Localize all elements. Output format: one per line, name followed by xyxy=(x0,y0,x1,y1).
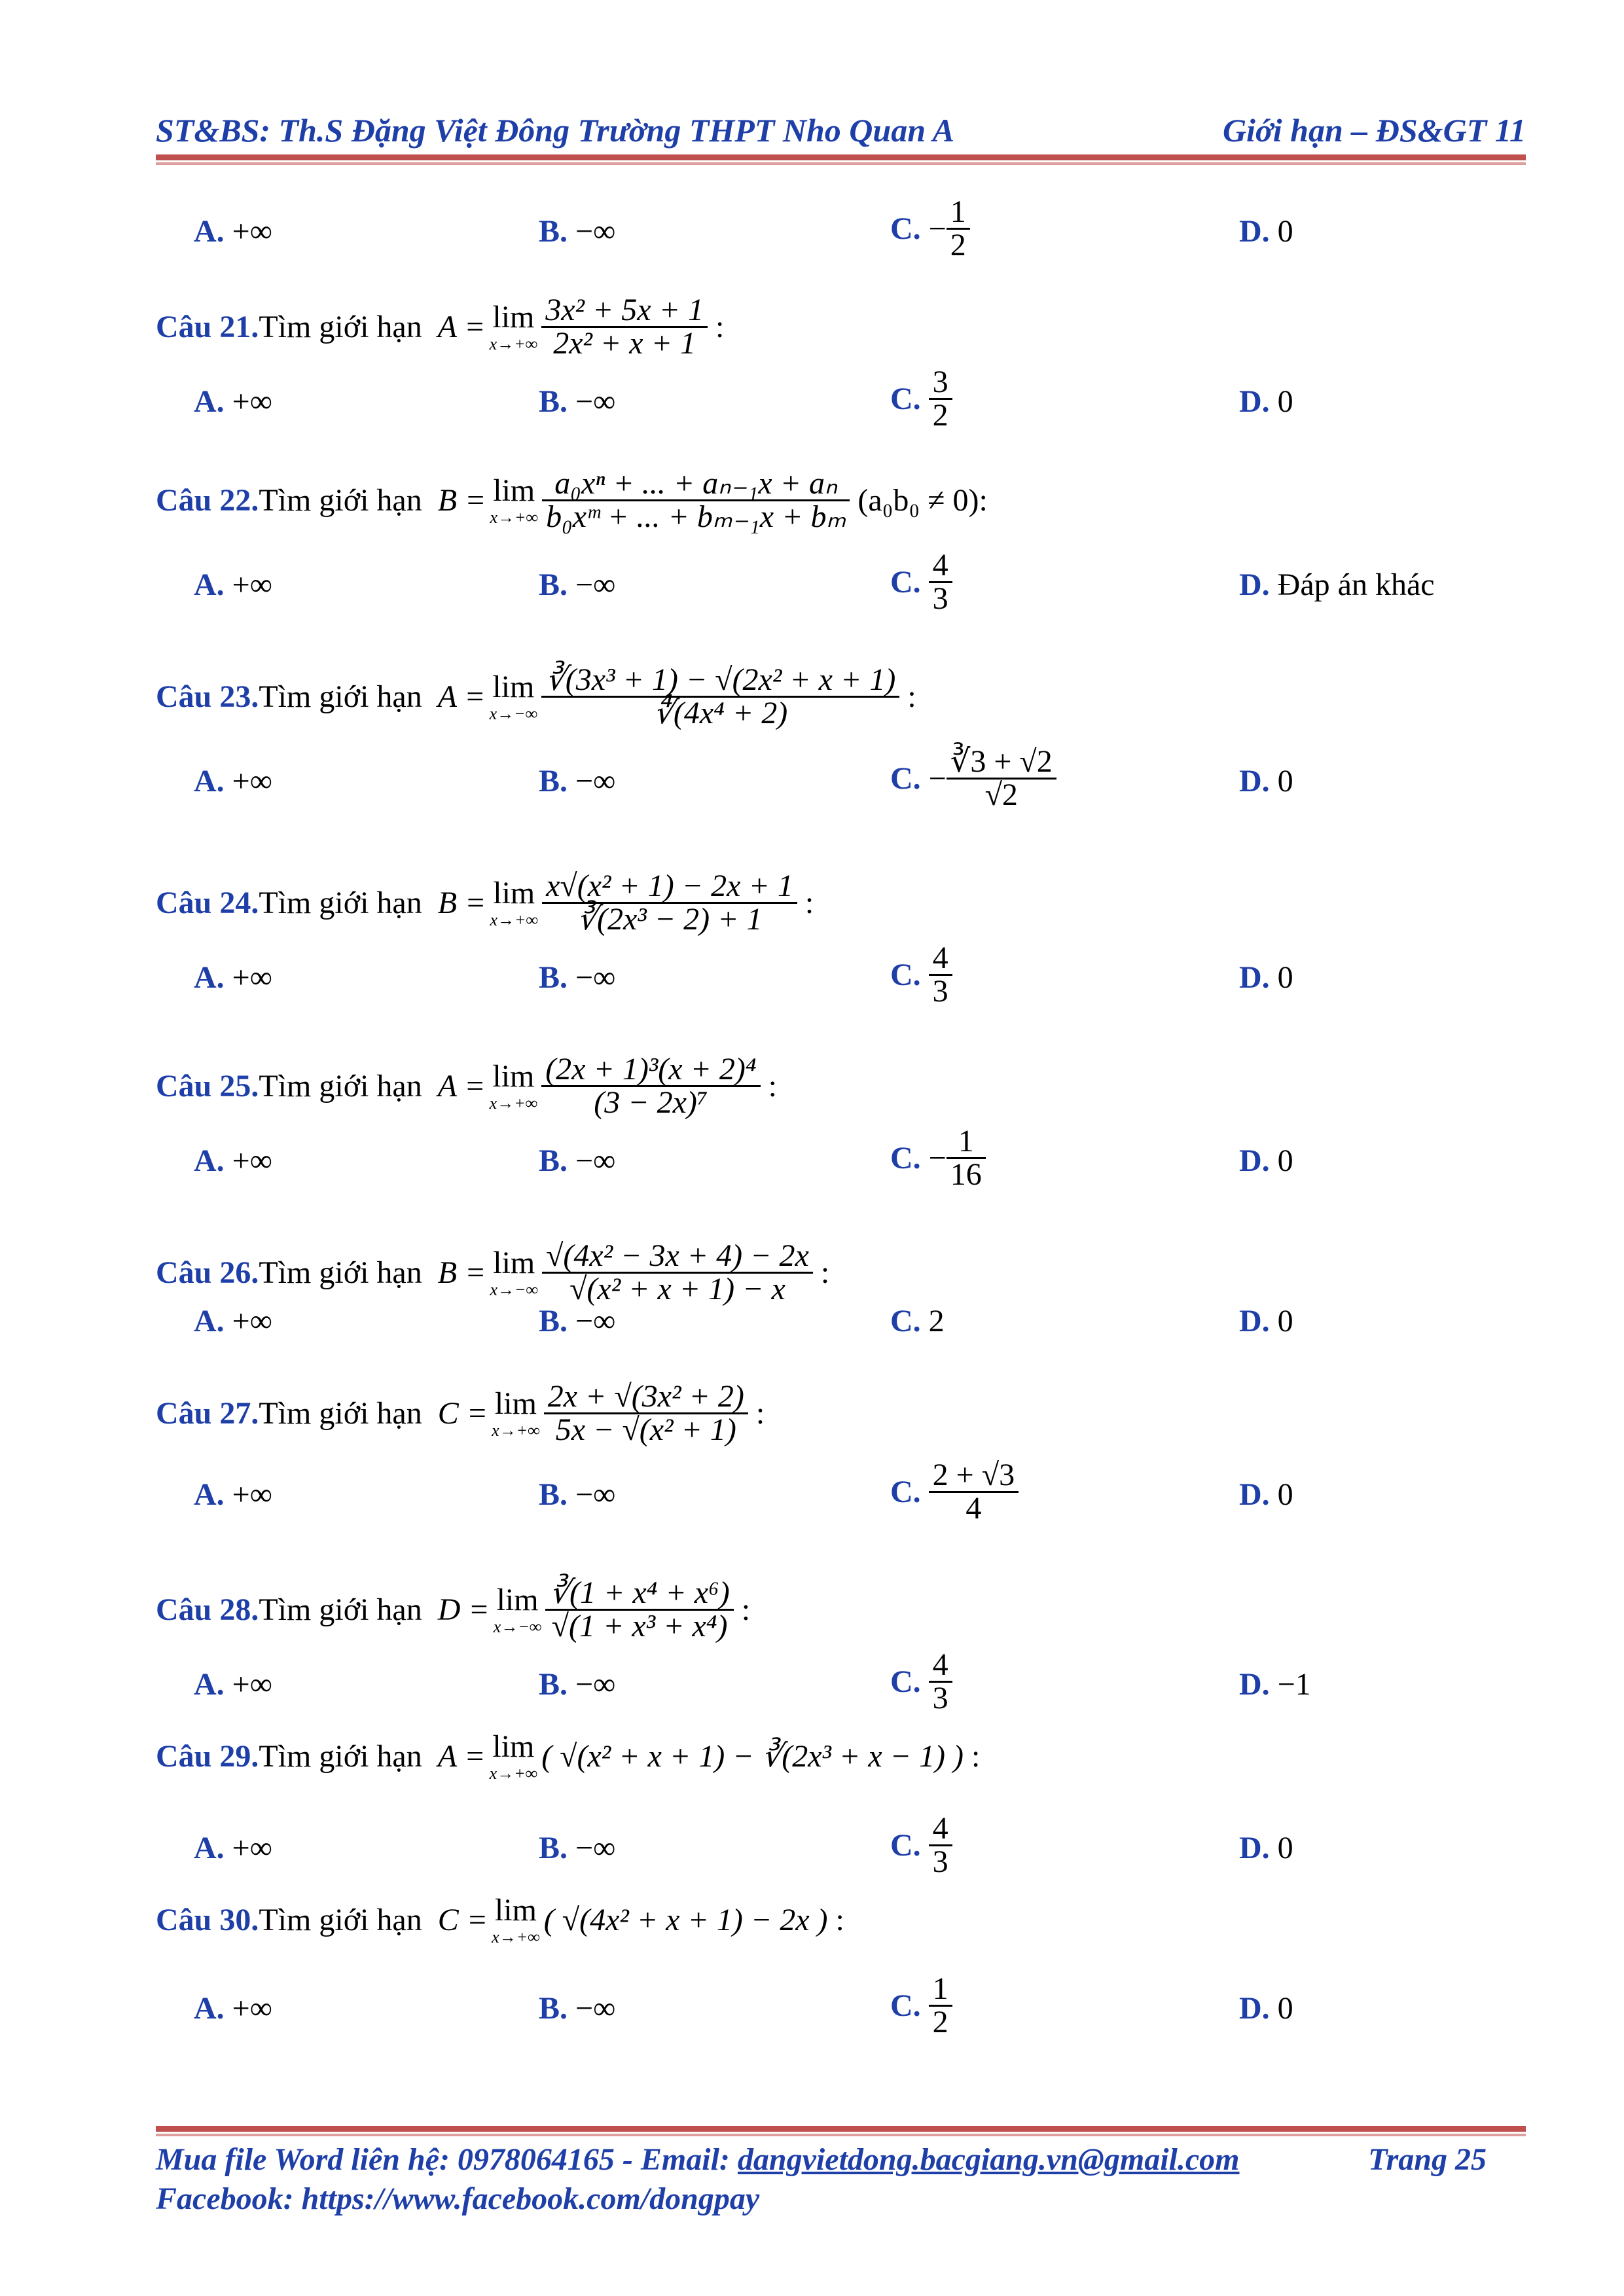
answer-a: A. +∞ xyxy=(194,1667,272,1702)
answer-b: B. −∞ xyxy=(539,214,616,249)
limit-fraction: $\frac{\text{√(4x² − 3x + 4) − 2x}}{\text{√(x² + x + 1) − x}}$ xyxy=(542,1240,813,1305)
question-text: Tìm giới hạn xyxy=(259,482,422,518)
header-left: ST&BS: Th.S Đặng Việt Đông Trường THPT Nho Quan A xyxy=(156,112,954,149)
question-text: Tìm giới hạn xyxy=(259,1068,422,1103)
answer-a: A. +∞ xyxy=(194,567,272,602)
question-var: C = xyxy=(437,1903,488,1937)
answer-d: D. 0 xyxy=(1239,1477,1293,1512)
answer-b: B. −∞ xyxy=(539,1477,616,1512)
answer-d: D. 0 xyxy=(1239,1304,1293,1338)
question-tail: : xyxy=(715,309,725,344)
question-text: Tìm giới hạn xyxy=(259,1255,422,1290)
answer-b: B. −∞ xyxy=(539,1831,616,1865)
answer-c: C. − $\frac{1}{2}$ xyxy=(890,196,970,261)
question-var: C = xyxy=(437,1395,488,1431)
answer-b: B. −∞ xyxy=(539,567,616,602)
question-text: Tìm giới hạn xyxy=(259,1903,422,1937)
question-text: Tìm giới hạn xyxy=(259,1592,422,1627)
answer-a: A. +∞ xyxy=(194,1304,272,1338)
answer-a: A. +∞ xyxy=(194,1143,272,1178)
limit-operator: lim x→+∞ xyxy=(489,299,538,353)
answer-a: A. +∞ xyxy=(194,214,272,249)
answer-d: D. 0 xyxy=(1239,1831,1293,1865)
question-21 xyxy=(156,295,724,359)
question-text: Tìm giới hạn xyxy=(259,885,422,920)
question-tail: : xyxy=(755,1395,765,1431)
limit-operator: lim x→−∞ xyxy=(489,669,538,723)
answer-a: A. +∞ xyxy=(194,960,272,995)
answer-c: C. $\frac{4}{3}$ xyxy=(890,1813,952,1878)
question-tail: : xyxy=(768,1068,777,1103)
question-text: Tìm giới hạn xyxy=(259,1395,422,1431)
answer-c: C. − $\frac{∛3 + √2}{√2}$ xyxy=(890,746,1056,811)
answer-c: C. $\frac{4}{3}$ xyxy=(890,550,952,615)
question-text: Tìm giới hạn xyxy=(259,679,422,714)
answer-b: B. −∞ xyxy=(539,960,616,995)
answer-c: C. $\frac{1}{2}$ xyxy=(890,1973,952,2038)
question-tail: : xyxy=(835,1903,844,1937)
limit-fraction: $\frac{\text{(2x + 1)³(x + 2)⁴}}{\text{(3 − 2x)⁷}}$ xyxy=(541,1054,760,1119)
limit-operator: lim x→+∞ xyxy=(490,875,539,929)
answer-b: B. −∞ xyxy=(539,1304,616,1338)
question-26 xyxy=(156,1240,829,1305)
footer-contact: Mua file Word liên hệ: 0978064165 - Email: dangvietdong.bacgiang.vn@gmail.com Trang 25 xyxy=(156,2142,1487,2177)
question-tail: : xyxy=(907,679,916,714)
question-tail: (a₀b₀ ≠ 0): xyxy=(857,482,988,518)
question-var: B = xyxy=(437,482,486,518)
question-var: D = xyxy=(437,1592,490,1627)
limit-operator: lim x→+∞ xyxy=(489,1058,538,1113)
page-header xyxy=(156,111,1526,157)
question-label: Câu 23. xyxy=(156,679,259,714)
question-var: A = xyxy=(437,1739,486,1774)
answer-c: C. 2 xyxy=(890,1304,945,1338)
question-tail: : xyxy=(820,1255,830,1290)
answer-a: A. +∞ xyxy=(194,1831,272,1865)
question-30 xyxy=(156,1895,844,1946)
question-label: Câu 26. xyxy=(156,1255,259,1290)
question-text: Tìm giới hạn xyxy=(259,1739,422,1774)
question-var: A = xyxy=(437,679,486,714)
footer-rule-thin xyxy=(156,2134,1526,2136)
answer-c: C. $\frac{4}{3}$ xyxy=(890,1649,952,1714)
question-29 xyxy=(156,1731,980,1782)
limit-expression: ( √(x² + x + 1) − ∛(2x³ + x − 1) ) xyxy=(541,1739,964,1774)
limit-operator: lim x→−∞ xyxy=(490,1245,539,1299)
answer-b: B. −∞ xyxy=(539,1667,616,1702)
question-label: Câu 28. xyxy=(156,1592,259,1627)
answer-b: B. −∞ xyxy=(539,384,616,419)
question-28 xyxy=(156,1577,750,1642)
header-rule xyxy=(156,154,1526,160)
question-27 xyxy=(156,1381,765,1446)
answer-d: D. 0 xyxy=(1239,214,1293,249)
question-22 xyxy=(156,468,988,533)
question-label: Câu 25. xyxy=(156,1068,259,1103)
answer-d: D. 0 xyxy=(1239,1991,1293,2026)
answer-b: B. −∞ xyxy=(539,764,616,798)
answer-a: A. +∞ xyxy=(194,1991,272,2026)
question-label: Câu 22. xyxy=(156,482,259,518)
limit-operator: lim x→−∞ xyxy=(493,1582,542,1636)
limit-fraction: $\frac{\text{2x + √(3x² + 2)}}{\text{5x − √(x² + 1)}}$ xyxy=(544,1381,748,1446)
question-label: Câu 30. xyxy=(156,1903,259,1937)
question-text: Tìm giới hạn xyxy=(259,309,422,344)
limit-fraction: $\frac{\text{x√(x² + 1) − 2x + 1}}{\text{∛(2x³ − 2) + 1}}$ xyxy=(542,870,797,935)
footer-rule xyxy=(156,2126,1526,2132)
question-tail: : xyxy=(804,885,814,920)
answer-d: D. 0 xyxy=(1239,764,1293,798)
answer-c: C. − $\frac{1}{16}$ xyxy=(890,1126,986,1191)
limit-fraction: $\frac{\text{∛(3x³ + 1) − √(2x² + x + 1)}}{\text{∜(4x⁴ + 2)}}$ xyxy=(541,664,899,729)
answer-d: D. −1 xyxy=(1239,1667,1311,1702)
answer-a: A. +∞ xyxy=(194,764,272,798)
answer-b: B. −∞ xyxy=(539,1991,616,2026)
question-tail: : xyxy=(741,1592,751,1627)
answer-b: B. −∞ xyxy=(539,1143,616,1178)
question-var: A = xyxy=(437,309,486,344)
question-var: A = xyxy=(437,1068,486,1103)
limit-operator: lim x→+∞ xyxy=(492,1893,540,1946)
limit-operator: lim x→+∞ xyxy=(489,1729,538,1783)
question-23 xyxy=(156,664,916,729)
question-label: Câu 29. xyxy=(156,1739,259,1774)
answer-d: D. 0 xyxy=(1239,384,1293,419)
answer-c: C. $\frac{2 + √3}{4}$ xyxy=(890,1460,1019,1524)
email-link[interactable]: dangvietdong.bacgiang.vn@gmail.com xyxy=(737,2142,1240,2177)
limit-fraction: $\frac{\text{a₀xⁿ + ... + aₙ₋₁x + aₙ}}{\text{b₀xᵐ + ... + bₘ₋₁x + bₘ}}$ xyxy=(542,468,850,533)
footer-facebook: Facebook: https://www.facebook.com/dongpay xyxy=(156,2181,760,2216)
header-right: Giới hạn – ĐS&GT 11 xyxy=(1222,112,1526,149)
question-label: Câu 21. xyxy=(156,309,259,344)
answer-d: D. 0 xyxy=(1239,960,1293,995)
answer-a: A. +∞ xyxy=(194,1477,272,1512)
question-tail: : xyxy=(971,1739,981,1774)
limit-operator: lim x→+∞ xyxy=(490,473,539,527)
answer-c: C. $\frac{3}{2}$ xyxy=(890,367,952,431)
header-rule-thin xyxy=(156,162,1526,165)
question-25 xyxy=(156,1054,777,1119)
limit-fraction: $\frac{\text{3x² + 5x + 1}}{\text{2x² + x + 1}}$ xyxy=(541,295,708,359)
answer-d: D. 0 xyxy=(1239,1143,1293,1178)
question-var: B = xyxy=(437,1255,486,1290)
page-number: Trang 25 xyxy=(1368,2142,1487,2177)
question-var: B = xyxy=(437,885,486,920)
question-label: Câu 27. xyxy=(156,1395,259,1431)
question-label: Câu 24. xyxy=(156,885,259,920)
limit-fraction: $\frac{\text{∛(1 + x⁴ + x⁶)}}{\text{√(1 + x³ + x⁴)}}$ xyxy=(545,1577,733,1642)
answer-a: A. +∞ xyxy=(194,384,272,419)
limit-operator: lim x→+∞ xyxy=(492,1386,540,1440)
answer-d: D. Đáp án khác xyxy=(1239,567,1435,602)
answer-c: C. $\frac{4}{3}$ xyxy=(890,942,952,1007)
question-24 xyxy=(156,870,814,935)
limit-expression: ( √(4x² + x + 1) − 2x ) xyxy=(543,1903,828,1937)
